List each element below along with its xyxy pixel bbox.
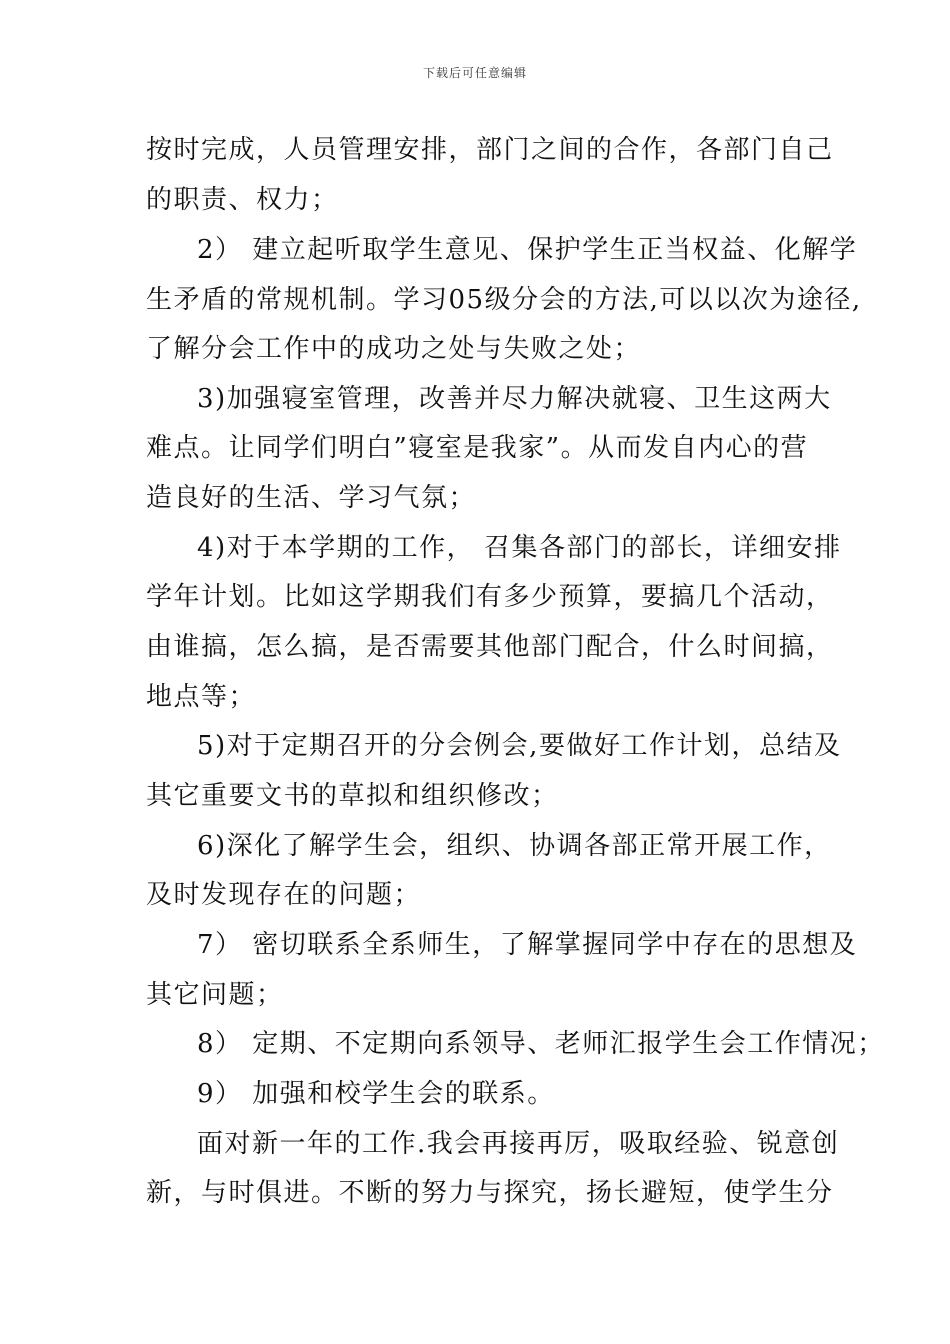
text-line: 9） 加强和校学生会的联系。	[197, 1079, 555, 1109]
text-line: 难点。让同学们明白”寝室是我家”。从而发自内心的营	[146, 433, 809, 463]
text-line: 的职责、权力；	[146, 185, 339, 215]
text-line: 8） 定期、不定期向系领导、老师汇报学生会工作情况；	[197, 1029, 885, 1059]
text-line: 造良好的生活、学习气氛；	[146, 483, 477, 513]
text-line: 学年计划。比如这学期我们有多少预算，要搞几个活动，	[146, 582, 834, 612]
text-line: 7） 密切联系全系师生，了解掌握同学中存在的思想及	[197, 930, 858, 960]
text-line: 6)深化了解学生会，组织、协调各部正常开展工作，	[197, 831, 832, 861]
text-line: 新，与时俱进。不断的努力与探究，扬长避短，使学生分	[146, 1178, 834, 1208]
text-line: 生矛盾的常规机制。学习05级分会的方法,可以以次为途径,	[146, 285, 862, 315]
page-header: 下载后可任意编辑	[422, 66, 527, 80]
text-line: 4)对于本学期的工作， 召集各部门的部长，详细安排	[197, 533, 842, 563]
text-line: 由谁搞，怎么搞，是否需要其他部门配合，什么时间搞，	[146, 632, 834, 662]
text-line: 及时发现存在的问题；	[146, 880, 422, 910]
text-line: 面对新一年的工作.我会再接再厉，吸取经验、锐意创	[197, 1129, 840, 1159]
text-line: 按时完成，人员管理安排，部门之间的合作，各部门自己	[146, 135, 834, 165]
text-line: 地点等；	[146, 682, 257, 712]
text-line: 3)加强寝室管理，改善并尽力解决就寝、卫生这两大	[197, 384, 832, 414]
text-line: 其它问题；	[146, 980, 284, 1010]
text-line: 其它重要文书的草拟和组织修改；	[146, 781, 559, 811]
text-line: 2） 建立起听取学生意见、保护学生正当权益、化解学	[197, 235, 858, 265]
text-line: 5)对于定期召开的分会例会,要做好工作计划，总结及	[197, 731, 842, 761]
text-line: 了解分会工作中的成功之处与失败之处；	[146, 334, 642, 364]
